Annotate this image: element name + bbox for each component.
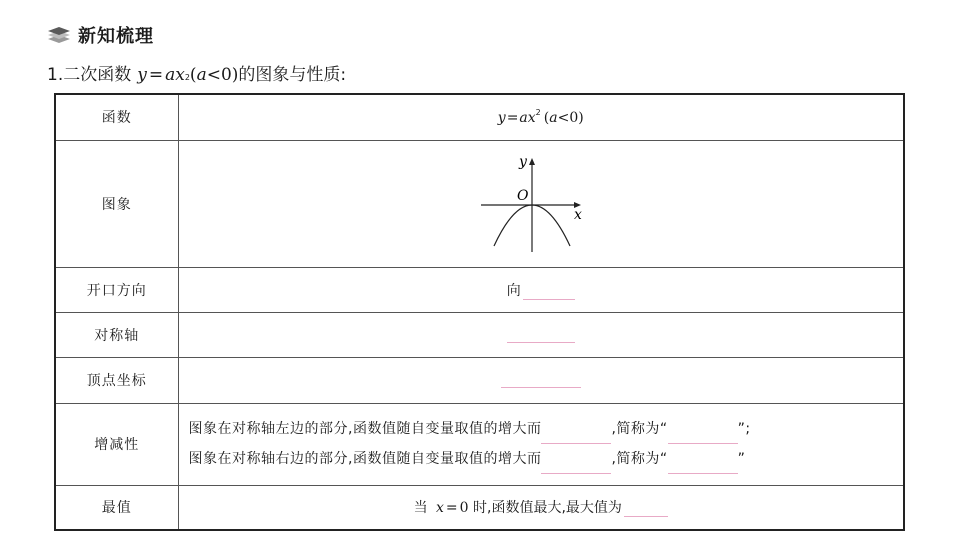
row-label-extreme: 最值 [55,485,178,530]
row-label-function: 函数 [55,94,178,140]
extreme-part2: 时,函数值最大,最大值为 [473,500,622,517]
condition-less-than: < [206,65,221,85]
question-suffix: 的图象与性质: [238,65,347,85]
table-row-extreme [55,485,904,530]
monotonicity-line-right [189,444,904,474]
row-label-axis: 对称轴 [55,312,178,357]
function-a: a [549,110,558,127]
monotonicity-right-mid: ,简称为“ [611,451,668,467]
table-row-function [55,94,904,140]
extreme-x: x [436,500,444,517]
question-number: 1. [47,65,64,85]
extreme-zero: 0 [459,500,469,517]
formula-exponent: 2 [184,73,190,82]
function-equals: = [506,110,519,127]
formula-y: y [137,65,147,85]
table-row-axis [55,312,904,357]
row-label-vertex: 顶点坐标 [55,357,178,403]
function-close: ) [578,110,584,127]
formula-ax: ax [165,65,185,85]
extreme-part1: 当 [413,500,428,517]
monotonicity-left-text: 图象在对称轴左边的部分,函数值随自变量取值的增大而 [188,421,542,437]
row-label-opening: 开口方向 [55,267,178,312]
row-label-monotonicity: 增减性 [55,403,178,485]
monotonicity-left-end: ”; [737,421,751,437]
extreme-cell [178,485,904,530]
table-row-opening [55,267,904,312]
row-label-graph: 图象 [55,140,178,267]
function-formula [178,94,904,140]
y-axis-arrow-icon [529,158,535,165]
right-short-blank[interactable] [668,458,738,474]
max-value-blank[interactable] [624,501,668,517]
question-stem [47,60,346,85]
monotonicity-right-end: ” [737,451,746,467]
properties-table [54,93,905,531]
axis-label-y: y [518,153,527,170]
left-short-blank[interactable] [668,428,738,444]
monotonicity-line-left [189,414,904,444]
monotonicity-cell [178,403,904,485]
monotonicity-left-mid: ,简称为“ [611,421,668,437]
left-trend-blank[interactable] [541,428,611,444]
axis-label-x: x [573,206,582,223]
graph-cell [178,140,904,267]
vertex-blank[interactable] [501,372,581,388]
parabola-graph [481,154,601,254]
vertex-cell [178,357,904,403]
function-open: ( [543,110,550,127]
origin-label: O [516,187,529,204]
section-title: 新知梳理 [78,26,154,47]
section-header [47,22,154,48]
condition-close: ) [231,65,239,85]
table-row-graph [55,140,904,267]
axis-cell [178,312,904,357]
opening-blank[interactable] [523,284,575,300]
function-ax: ax [519,110,536,127]
function-exponent: 2 [535,108,541,118]
condition-a: a [196,65,207,85]
table-row-monotonicity [55,403,904,485]
opening-prefix: 向 [506,282,521,299]
function-zero: 0 [569,110,579,127]
right-trend-blank[interactable] [541,458,611,474]
function-less-than: < [557,110,570,127]
extreme-equals: = [445,500,458,517]
condition-open: ( [189,65,197,85]
monotonicity-right-text: 图象在对称轴右边的部分,函数值随自变量取值的增大而 [188,451,542,467]
function-y: y [497,110,506,127]
table-row-vertex [55,357,904,403]
question-prefix: 二次函数 [63,65,132,85]
axis-blank[interactable] [507,327,575,343]
layered-diamond-icon [47,26,71,44]
condition-zero: 0 [220,65,232,85]
formula-equals: = [148,65,164,85]
opening-cell [178,267,904,312]
